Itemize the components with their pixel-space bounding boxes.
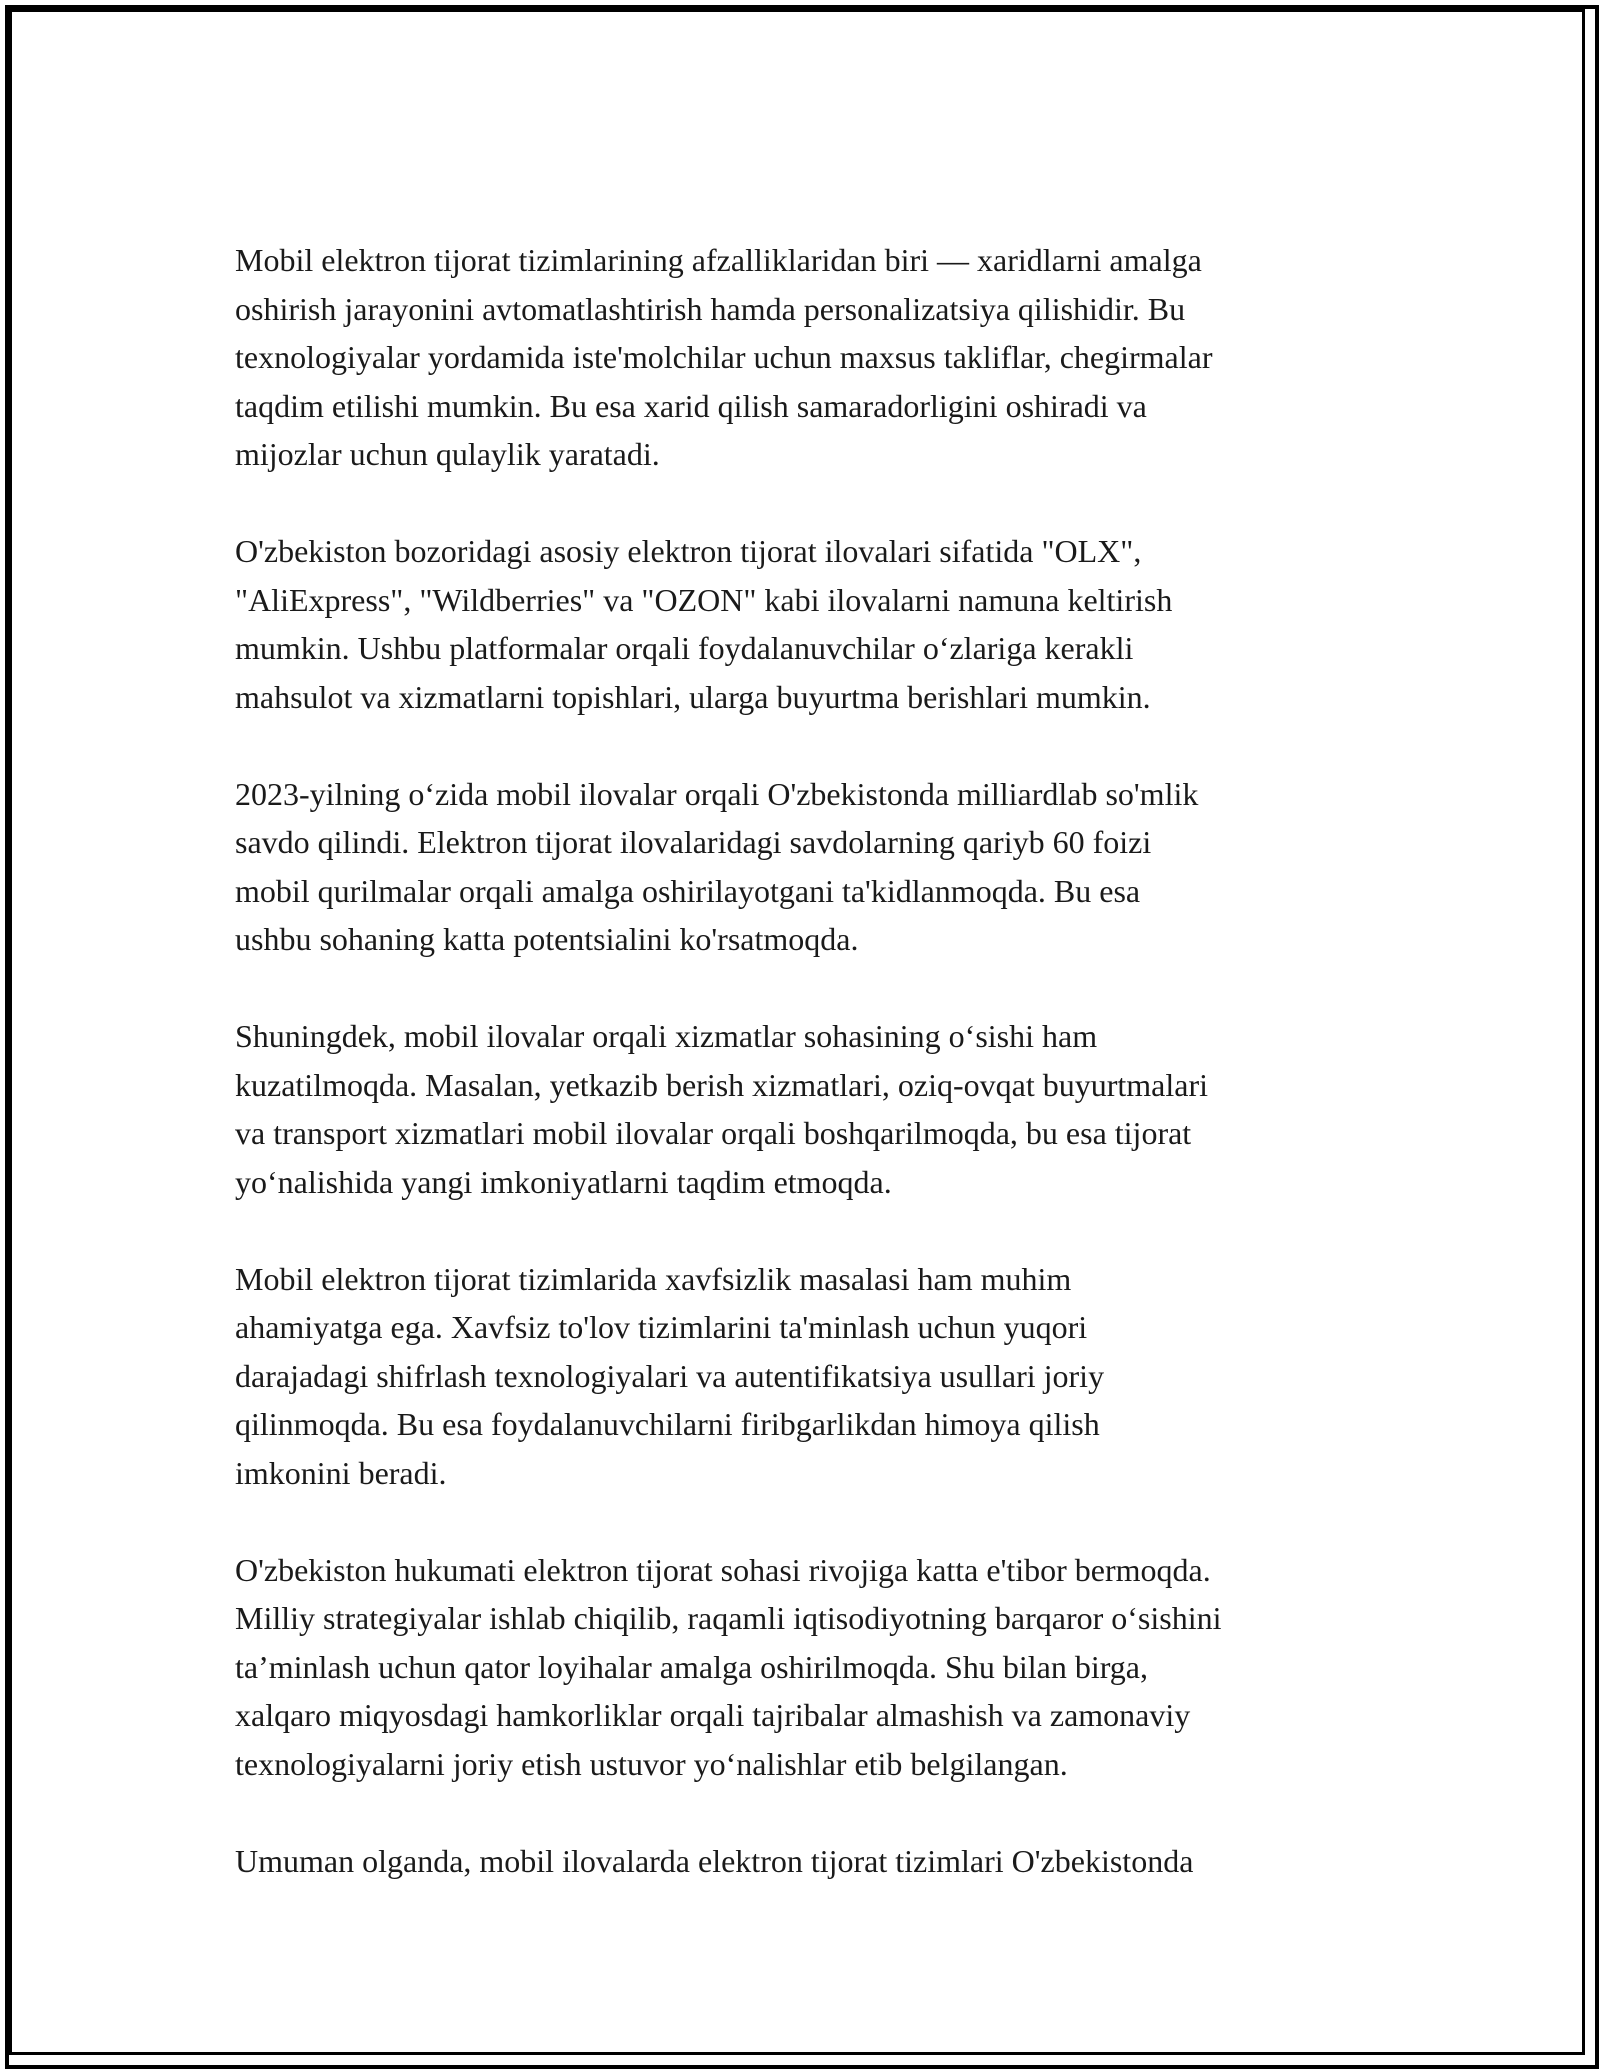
paragraph (235, 1255, 1375, 1498)
text-line: mobil qurilmalar orqali amalga oshirilayotgani ta'kidlanmoqda. Bu esa (235, 872, 1141, 909)
text-line: mumkin. Ushbu platformalar orqali foydalanuvchilar o‘zlariga kerakli (235, 630, 1134, 666)
paragraph (235, 1546, 1375, 1789)
paragraph (235, 236, 1375, 479)
text-line: xalqaro miqyosdagi hamkorliklar orqali tajribalar almashish va zamonaviy (235, 1697, 1191, 1733)
text-line: savdo qilindi. Elektron tijorat ilovalaridagi savdolarning qariyb 60 foizi (235, 824, 1152, 860)
paragraph (235, 770, 1375, 964)
text-line: mahsulot va xizmatlarni topishlari, ularga buyurtma berishlari mumkin. (235, 678, 1151, 715)
document-body (235, 236, 1375, 1934)
text-line: Milliy strategiyalar ishlab chiqilib, raqamli iqtisodiyotning barqaror o‘sishini (235, 1600, 1222, 1636)
text-line: O'zbekiston bozoridagi asosiy elektron tijorat ilovalari sifatida "OLX", (235, 533, 1142, 569)
text-line: "AliExpress", "Wildberries" va "OZON" kabi ilovalarni namuna keltirish (235, 581, 1173, 618)
text-line: imkonini beradi. (235, 1454, 447, 1491)
text-line: darajadagi shifrlash texnologiyalari va autentifikatsiya usullari joriy (235, 1357, 1105, 1394)
text-line: kuzatilmoqda. Masalan, yetkazib berish xizmatlari, oziq-ovqat buyurtmalari (235, 1066, 1209, 1103)
paragraph (235, 1837, 1375, 1886)
text-line: ushbu sohaning katta potentsialini ko'rsatmoqda. (235, 921, 859, 957)
text-line: texnologiyalar yordamida iste'molchilar uchun maxsus takliflar, chegirmalar (235, 339, 1213, 375)
text-line: 2023-yilning o‘zida mobil ilovalar orqali O'zbekistonda milliardlab so'mlik (235, 775, 1199, 812)
text-line: va transport xizmatlari mobil ilovalar orqali boshqarilmoqda, bu esa tijorat (235, 1115, 1192, 1151)
paragraph (235, 1012, 1375, 1206)
text-line: taqdim etilishi mumkin. Bu esa xarid qilish samaradorligini oshiradi va (235, 387, 1147, 424)
text-line: texnologiyalarni joriy etish ustuvor yo‘nalishlar etib belgilangan. (235, 1745, 1068, 1782)
text-line: yo‘nalishida yangi imkoniyatlarni taqdim etmoqda. (235, 1163, 892, 1200)
text-line: Umuman olganda, mobil ilovalarda elektron tijorat tizimlari O'zbekistonda (235, 1842, 1194, 1879)
text-line: ahamiyatga ega. Xavfsiz to'lov tizimlarini ta'minlash uchun yuqori (235, 1309, 1088, 1345)
text-line: O'zbekiston hukumati elektron tijorat sohasi rivojiga katta e'tibor bermoqda. (235, 1551, 1211, 1588)
text-line: mijozlar uchun qulaylik yaratadi. (235, 436, 660, 472)
text-line: ta’minlash uchun qator loyihalar amalga oshirilmoqda. Shu bilan birga, (235, 1648, 1148, 1685)
text-line: Mobil elektron tijorat tizimlarida xavfsizlik masalasi ham muhim (235, 1260, 1072, 1297)
text-line: qilinmoqda. Bu esa foydalanuvchilarni firibgarlikdan himoya qilish (235, 1406, 1100, 1442)
text-line: Shuningdek, mobil ilovalar orqali xizmatlar sohasining o‘sishi ham (235, 1018, 1098, 1054)
text-line: oshirish jarayonini avtomatlashtirish hamda personalizatsiya qilishidir. Bu (235, 290, 1186, 327)
paragraph (235, 527, 1375, 721)
text-line: Mobil elektron tijorat tizimlarining afzalliklaridan biri — xaridlarni amalga (235, 242, 1202, 278)
